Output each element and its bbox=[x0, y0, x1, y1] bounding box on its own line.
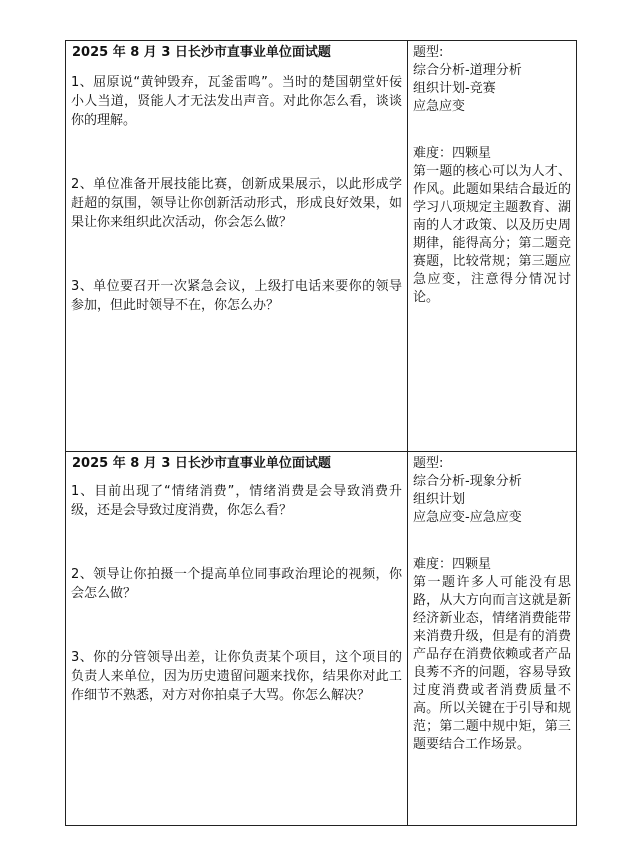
questions-cell-2 bbox=[66, 452, 408, 826]
question-2-2: 2、领导让你拍摄一个提高单位同事政治理论的视频，你会怎么做？ bbox=[71, 567, 402, 601]
difficulty-1: 难度：四颗星 bbox=[413, 146, 492, 161]
type-1-1: 综合分析-道理分析 bbox=[413, 63, 522, 78]
question-2-3: 3、你的分管领导出差，让你负责某个项目，这个项目的负责人来单位，因为历史遗留问题来找你，结果你对此工作细节不熟悉，对方对你拍桌子大骂。你怎么解决？ bbox=[71, 650, 402, 703]
notes-cell-1 bbox=[408, 41, 577, 452]
exam-row-2 bbox=[66, 452, 577, 826]
question-1-1: 1、屈原说“黄钟毁弃，瓦釜雷鸣”。当时的楚国朝堂奸佞小人当道，贤能人才无法发出声音。对此你怎么看，谈谈你的理解。 bbox=[71, 75, 402, 128]
exam-table bbox=[65, 40, 577, 826]
types-label-2: 题型: bbox=[413, 456, 444, 471]
analysis-2: 第一题许多人可能没有思路，从大方向而言这就是新经济新业态，情绪消费能带来消费升级，但是有的消费产品存在消费依赖或者产品良莠不齐的问题，容易导致过度消费或者消费质量不高。所以关键在于引导和规范；第二题中规中矩，第三题要结合工作场景。 bbox=[413, 575, 571, 752]
question-2-1: 1、目前出现了“情绪消费”，情绪消费是会导致消费升级，还是会导致过度消费，你怎么看？ bbox=[71, 484, 402, 518]
analysis-1: 第一题的核心可以为人才、作风。此题如果结合最近的学习八项规定主题教育、湖南的人才政策、以及历史周期律，能得高分；第二题竞赛题，比较常规；第三题应急应变，注意得分情况讨论。 bbox=[413, 164, 571, 305]
exam-row-1 bbox=[66, 41, 577, 452]
question-1-3: 3、单位要召开一次紧急会议，上级打电话来要你的领导参加，但此时领导不在，你怎么办？ bbox=[71, 279, 402, 313]
type-1-2: 组织计划-竞赛 bbox=[413, 81, 496, 96]
type-2-3: 应急应变-应急应变 bbox=[413, 510, 522, 525]
type-2-2: 组织计划 bbox=[413, 492, 466, 507]
types-label-1: 题型: bbox=[413, 45, 444, 60]
section-title-2: 2025 年 8 月 3 日长沙市直事业单位面试题 bbox=[72, 456, 331, 471]
questions-cell-1 bbox=[66, 41, 408, 452]
difficulty-2: 难度：四颗星 bbox=[413, 557, 492, 572]
type-2-1: 综合分析-现象分析 bbox=[413, 474, 522, 489]
section-title-1: 2025 年 8 月 3 日长沙市直事业单位面试题 bbox=[72, 45, 331, 60]
notes-cell-2 bbox=[408, 452, 577, 826]
type-1-3: 应急应变 bbox=[413, 99, 466, 114]
question-1-2: 2、单位准备开展技能比赛，创新成果展示，以此形成学赶超的氛围，领导让你创新活动形式，形成良好效果，如果让你来组织此次活动，你会怎么做？ bbox=[71, 177, 402, 230]
